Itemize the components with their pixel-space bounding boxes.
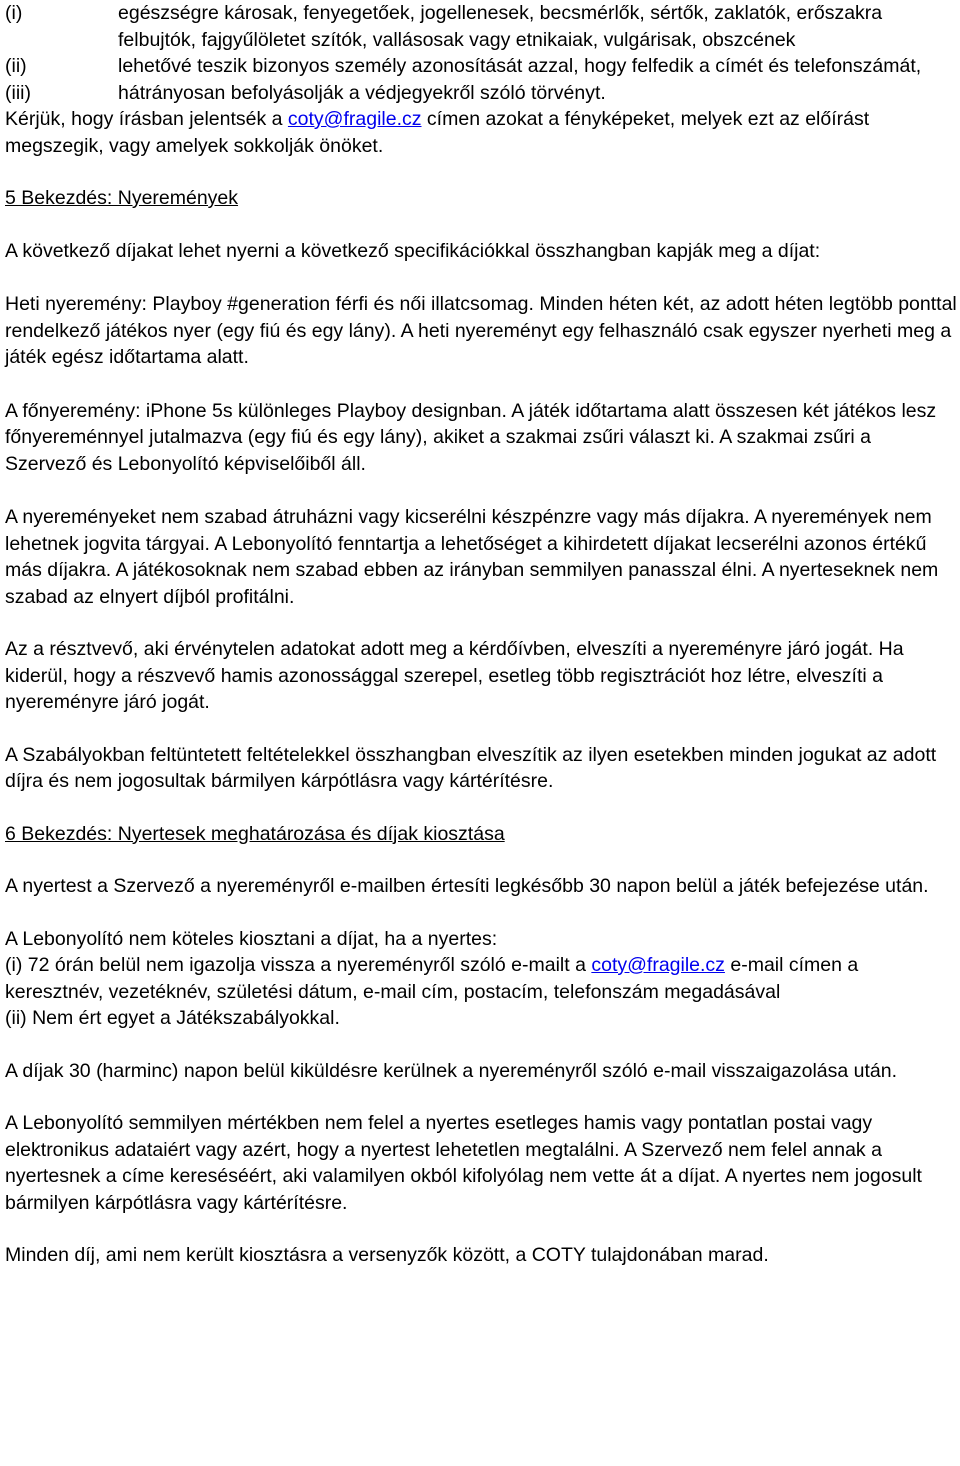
list-marker: (ii)	[5, 55, 27, 77]
prizes-intro-paragraph: A következő díjakat lehet nyerni a következő specifikációkkal összhangban kapják meg a díjat:	[5, 239, 821, 262]
list-marker: (i)	[5, 2, 23, 24]
prize-transfer-paragraph: A nyereményeket nem szabad átruházni vagy kicserélni készpénzre vagy más díjakra. A nyeremények nem lehetnek jogvita tárgyai. A Lebonyolító fenntartja a lehetőséget a kihirdetett díjakat lecserélni azonos értékű más díjakra. A játékosoknak nem szabad ebben az irányban semmilyen panasszal élni. A nyerteseknek nem szabad az elnyert díjból profitálni.	[5, 506, 939, 608]
not-obliged-text: A Lebonyolító nem köteles kiosztani a díjat, ha a nyertes:	[5, 927, 498, 950]
not-obliged-paragraph	[5, 926, 957, 1032]
main-prize-paragraph: A főnyeremény: iPhone 5s különleges Playboy designban. A játék időtartama alatt összesen két játékos lesz főnyereménnyel jutalmazva (egy fiú és egy lány), akiket a szakmai zsűri választ ki. A szakmai zsűri a Szervező és Lebonyolító képviselőiből áll.	[5, 399, 937, 475]
delivery-paragraph: A díjak 30 (harminc) napon belül kiküldésre kerülnek a nyereményről szóló e-mail visszaigazolása után.	[5, 1059, 898, 1082]
email-link[interactable]: coty@fragile.cz	[591, 954, 725, 976]
list-item-text: egészségre károsak, fenyegetőek, jogellenesek, becsmérlők, sértők, zaklatók, erőszakra felbujtók, fajgyűlöletet szítók, vallásosak vagy etnikaiak, vulgárisak, obszcének	[118, 2, 883, 51]
rules-paragraph: A Szabályokban feltüntetett feltételekkel összhangban elveszítik az ilyen esetekben minden jogukat az adott díjra és nem jogosultak bármilyen kárpótlásra vagy kártérítésre.	[5, 743, 937, 792]
condition-2: (ii) Nem ért egyet a Játékszabályokkal.	[5, 1007, 340, 1029]
report-text-before: Kérjük, hogy írásban jelentsék a	[5, 108, 288, 130]
weekly-prize-paragraph: Heti nyeremény: Playboy #generation férfi és női illatcsomag. Minden héten két, az adott héten legtöbb ponttal rendelkező játékos nyer (egy fiú és egy lány). A heti nyereményt egy felhasználó csak egyszer nyerheti meg a játék egész időtartama alatt.	[5, 293, 957, 368]
list-item	[5, 53, 957, 80]
winner-notification-paragraph: A nyertest a Szervező a nyereményről e-mailben értesíti legkésőbb 30 napon belül a játék befejezése után.	[5, 875, 929, 897]
prohibited-content-list	[5, 0, 957, 106]
condition-1-after: e-mail címen a keresztnév, vezetéknév, születési dátum, e-mail cím, postacím, telefonszám megadásával	[5, 954, 859, 1003]
document-page	[5, 0, 957, 1269]
condition-1-before: (i) 72 órán belül nem igazolja vissza a nyereményről szóló e-mailt a	[5, 954, 592, 976]
liability-paragraph: A Lebonyolító semmilyen mértékben nem felel a nyertes esetleges hamis vagy pontatlan postai vagy elektronikus adataiért vagy azért, hogy a nyertest lehetetlen megtalálni. A Szervező nem felel annak a nyertesnek a címe kereséséért, aki valamilyen okból kifolyólag nem vette át a díjat. A nyertes nem jogosult bármilyen kárpótlásra vagy kártérítésre.	[5, 1112, 922, 1214]
list-item	[5, 0, 957, 53]
report-text-after: címen azokat a fényképeket, melyek ezt az előírást megszegik, vagy amelyek sokkolják önöket.	[5, 108, 870, 157]
report-paragraph	[5, 106, 957, 159]
invalid-data-paragraph: Az a résztvevő, aki érvénytelen adatokat adott meg a kérdőívben, elveszíti a nyereményre járó jogát. Ha kiderül, hogy a részvevő hamis azonossággal szerepel, esetleg több regisztrációt hoz létre, elveszíti a nyereményre járó jogát.	[5, 638, 904, 713]
list-marker: (iii)	[5, 81, 31, 104]
list-item-text: lehetővé teszik bizonyos személy azonosítását azzal, hogy felfedik a címét és telefonszámát,	[118, 55, 922, 77]
list-item	[5, 80, 957, 107]
list-item-text: hátrányosan befolyásolják a védjegyekről szóló törvényt.	[118, 81, 606, 104]
section-5-heading: 5 Bekezdés: Nyeremények	[5, 187, 239, 209]
final-paragraph: Minden díj, ami nem került kiosztásra a versenyzők között, a COTY tulajdonában marad.	[5, 1244, 769, 1266]
email-link[interactable]: coty@fragile.cz	[287, 108, 422, 130]
section-6-heading: 6 Bekezdés: Nyertesek meghatározása és díjak kiosztása	[5, 822, 505, 845]
